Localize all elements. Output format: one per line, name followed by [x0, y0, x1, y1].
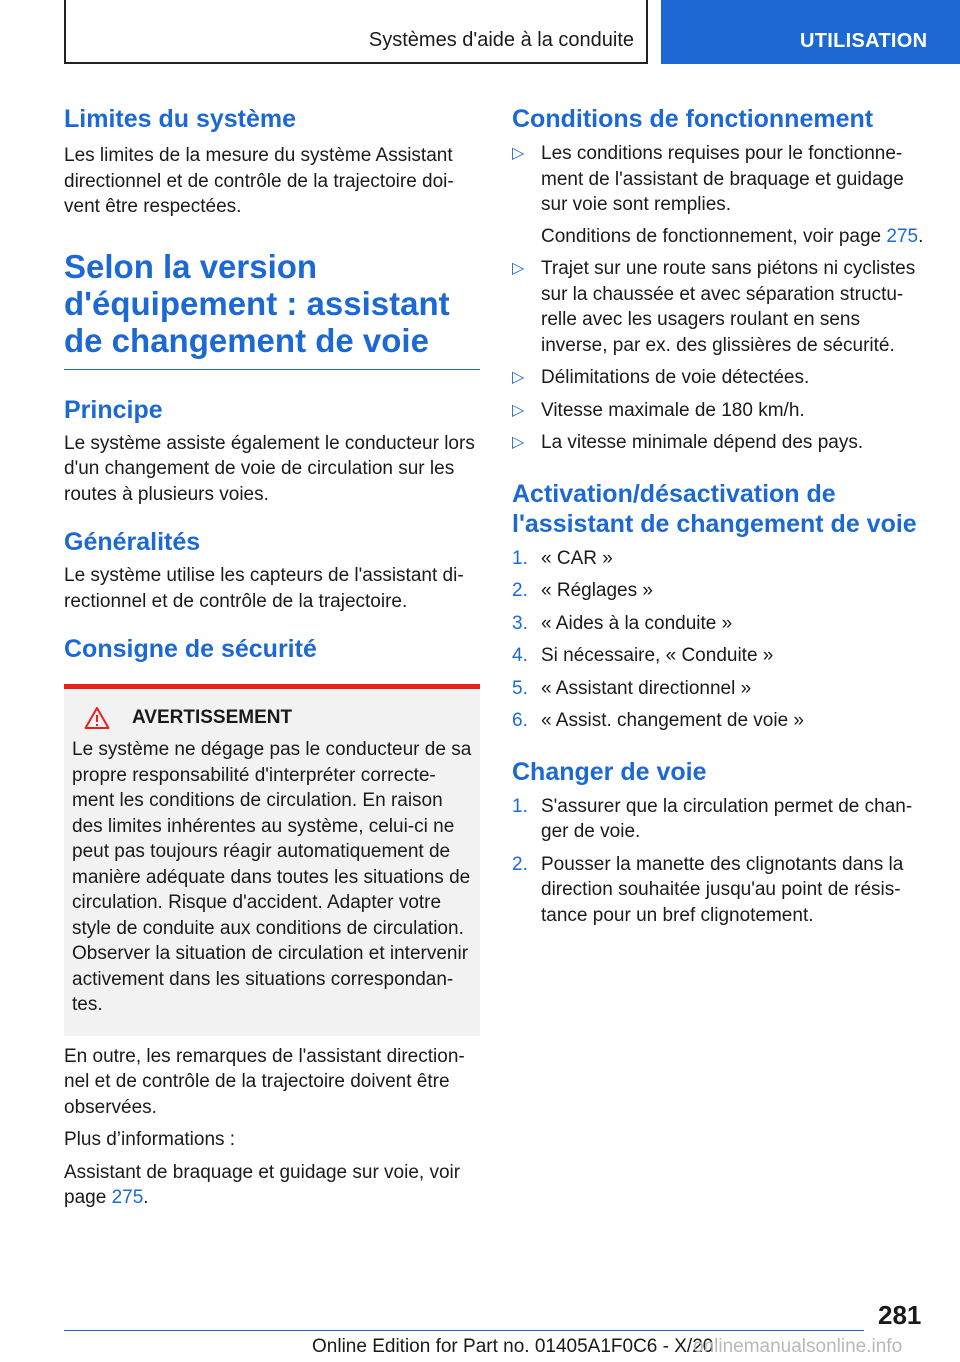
warning-box — [64, 684, 480, 1036]
step-text: « Aides à la conduite » — [541, 612, 733, 634]
safety-heading: Consigne de sécurité — [64, 635, 317, 663]
condition-reference-label: Conditions de fonctionnement, voir page — [541, 225, 882, 247]
reference-text — [64, 1160, 480, 1211]
condition-reference-period: . — [918, 225, 924, 247]
reference-label: Assistant de braquage et guidage sur voie, voir page — [64, 1161, 461, 1208]
activation-heading: Activation/désactivation de l'assistant de changement de voie — [512, 479, 917, 538]
condition-text: Délimitations de voie détectées. — [541, 367, 810, 388]
step-number: 4. — [512, 645, 528, 666]
list-item — [512, 398, 928, 424]
step-number: 1. — [512, 795, 528, 817]
activation-steps — [512, 546, 928, 734]
step-number: 6. — [512, 710, 528, 731]
step-text: S'assurer que la circulation permet de chan-ger de voie. — [541, 795, 913, 842]
list-item — [512, 430, 928, 456]
warning-triangle-icon — [84, 706, 110, 730]
limits-heading: Limites du système — [64, 105, 297, 133]
footer-edition: Online Edition for Part no. 01405A1F0C6 - X/20 — [312, 1336, 714, 1357]
conditions-list — [512, 141, 928, 456]
step-text: « Assistant directionnel » — [541, 677, 752, 699]
main-heading: Selon la version d'équipement : assistant de changement de voie — [64, 248, 480, 370]
change-lane-steps — [512, 794, 928, 929]
reference-page-link[interactable]: 275 — [111, 1187, 144, 1208]
condition-text: Trajet sur une route sans piétons ni cyclistes sur la chaussée et avec séparation structu-relle avec les usagers roulant en sens inverse, par ex. des glissières de sécurité. — [541, 258, 916, 356]
right-column — [512, 100, 928, 928]
principle-text: Le système assiste également le conducteur lors d'un changement de voie de circulation sur les routes à plusieurs voies. — [64, 432, 475, 505]
list-item — [512, 611, 928, 637]
header-section-box — [64, 0, 648, 64]
step-number: 2. — [512, 853, 528, 875]
step-text: « CAR » — [541, 547, 613, 569]
bullet-triangle-icon: ▷ — [512, 401, 525, 419]
list-item — [512, 643, 928, 669]
list-item — [512, 676, 928, 702]
bullet-triangle-icon: ▷ — [512, 145, 525, 162]
header-chapter-label: UTILISATION — [800, 30, 928, 52]
warning-text: Le système ne dégage pas le conducteur de sa propre responsabilité d'interpréter correcte-ment les conditions de circulation. En raison des limites inhérentes au système, celui-ci ne peut pas toujours réagir automatiquement de manière adéquate dans toutes les situations de circulation. Risque d'accident. Adapter votre style de conduite aux conditions de circulation. Observer la situation de circulation et intervenir activement dans les situations correspondan-tes. — [72, 739, 472, 1015]
list-item — [512, 578, 928, 604]
left-column — [64, 100, 480, 1211]
condition-text: Les conditions requises pour le fonctionne-ment de l'assistant de braquage et guidage sur voie sont remplies. — [541, 143, 904, 215]
list-item — [512, 365, 928, 391]
condition-reference-page-link[interactable]: 275 — [886, 225, 919, 247]
step-text: « Réglages » — [541, 580, 653, 601]
limits-text: Les limites de la mesure du système Assistant directionnel et de contrôle de la trajectoire doi-vent être respectées. — [64, 145, 454, 217]
step-text: Pousser la manette des clignotants dans la direction souhaitée jusqu'au point de résis-tance pour un bref clignotement. — [541, 853, 904, 926]
page-number: 281 — [878, 1300, 922, 1330]
list-item — [512, 546, 928, 572]
general-heading: Généralités — [64, 528, 201, 556]
warning-title-row — [72, 703, 472, 733]
note-text: En outre, les remarques de l'assistant direction-nel et de contrôle de la trajectoire doivent être observées. — [64, 1045, 465, 1118]
warning-title: AVERTISSEMENT — [132, 707, 293, 728]
list-item — [512, 141, 928, 249]
header-chapter-tab[interactable] — [661, 0, 960, 64]
more-info-label: Plus d’informations : — [64, 1129, 236, 1150]
step-number: 1. — [512, 547, 528, 569]
footer-watermark: onlinemanualsonline.info — [693, 1336, 903, 1357]
bullet-triangle-icon: ▷ — [512, 369, 525, 386]
conditions-heading: Conditions de fonctionnement — [512, 105, 874, 133]
bullet-triangle-icon: ▷ — [512, 434, 525, 451]
step-text: Si nécessaire, « Conduite » — [541, 645, 774, 666]
principle-heading: Principe — [64, 395, 163, 424]
list-item — [512, 708, 928, 734]
step-text: « Assist. changement de voie » — [541, 710, 804, 731]
list-item — [512, 852, 928, 929]
condition-text: Vitesse maximale de 180 km/h. — [541, 399, 805, 421]
step-number: 2. — [512, 580, 528, 601]
condition-reference — [541, 224, 928, 250]
header-section-title: Systèmes d'aide à la conduite — [368, 29, 634, 51]
list-item — [512, 256, 928, 358]
bullet-triangle-icon: ▷ — [512, 260, 525, 277]
general-text: Le système utilise les capteurs de l'assistant di-rectionnel et de contrôle de la trajectoire. — [64, 565, 464, 612]
list-item — [512, 794, 928, 845]
condition-text: La vitesse minimale dépend des pays. — [541, 432, 864, 453]
change-lane-heading: Changer de voie — [512, 757, 707, 786]
footer-divider — [64, 1330, 864, 1331]
step-number: 3. — [512, 612, 528, 634]
reference-period: . — [143, 1187, 149, 1208]
step-number: 5. — [512, 677, 528, 699]
